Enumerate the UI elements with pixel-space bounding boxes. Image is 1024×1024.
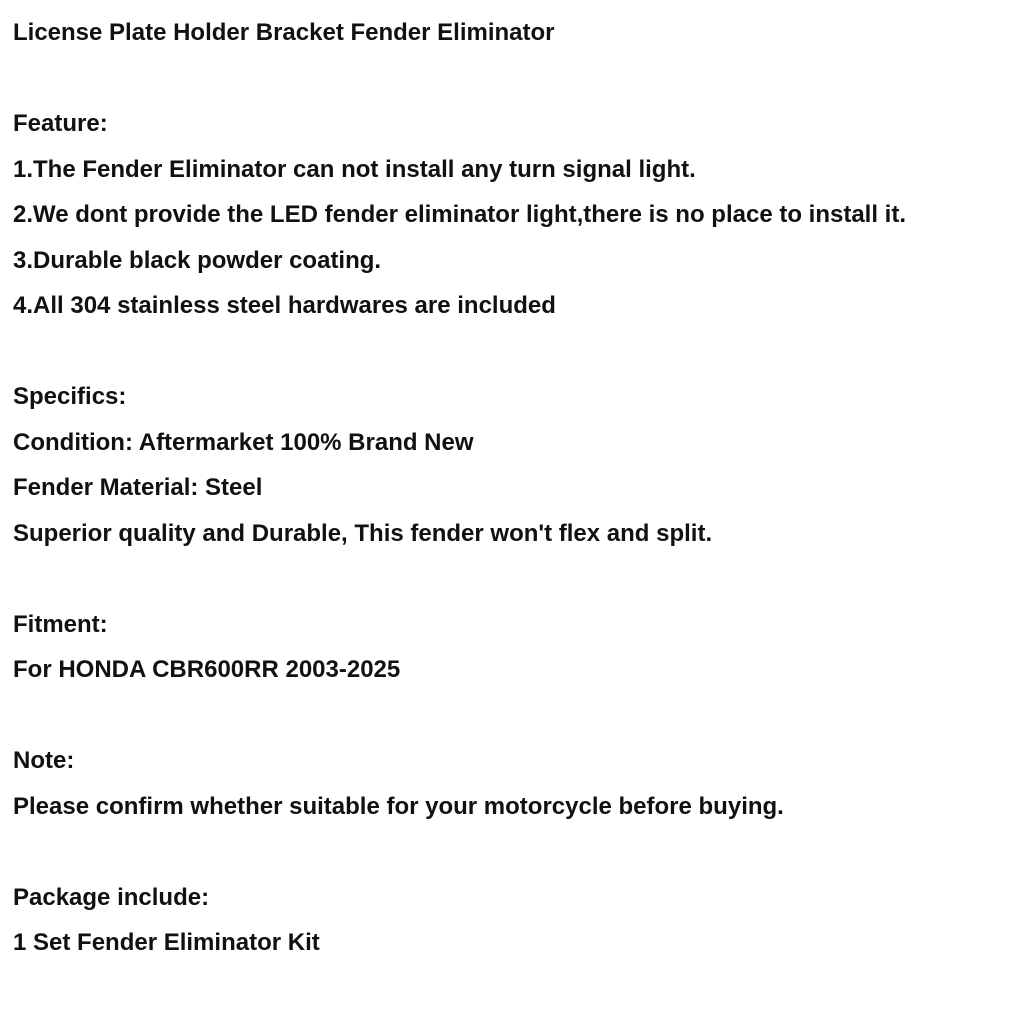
package-heading: Package include: — [13, 883, 210, 911]
spacer — [13, 56, 1013, 102]
spacer — [13, 829, 1013, 875]
product-description — [13, 10, 1013, 966]
feature-item-1: 1.The Fender Eliminator can not install any turn signal light. — [13, 155, 696, 183]
note-heading: Note: — [13, 747, 75, 774]
specifics-item-quality: Superior quality and Durable, This fender won't flex and split. — [13, 519, 713, 547]
note-item: Please confirm whether suitable for your motorcycle before buying. — [13, 792, 784, 820]
specifics-heading: Specifics: — [13, 383, 127, 410]
specifics-item-material: Fender Material: Steel — [13, 474, 263, 501]
feature-heading: Feature: — [13, 110, 108, 137]
specifics-item-condition: Condition: Aftermarket 100% Brand New — [13, 428, 474, 456]
spacer — [13, 693, 1013, 739]
document-title: License Plate Holder Bracket Fender Eliminator — [13, 19, 555, 46]
fitment-item: For HONDA CBR600RR 2003-2025 — [13, 656, 401, 683]
feature-item-3: 3.Durable black powder coating. — [13, 246, 382, 274]
fitment-heading: Fitment: — [13, 610, 108, 638]
spacer — [13, 556, 1013, 602]
feature-item-4: 4.All 304 stainless steel hardwares are included — [13, 292, 556, 319]
spacer — [13, 329, 1013, 375]
package-item: 1 Set Fender Eliminator Kit — [13, 929, 320, 956]
feature-item-2: 2.We dont provide the LED fender eliminator light,there is no place to install it. — [13, 201, 907, 228]
